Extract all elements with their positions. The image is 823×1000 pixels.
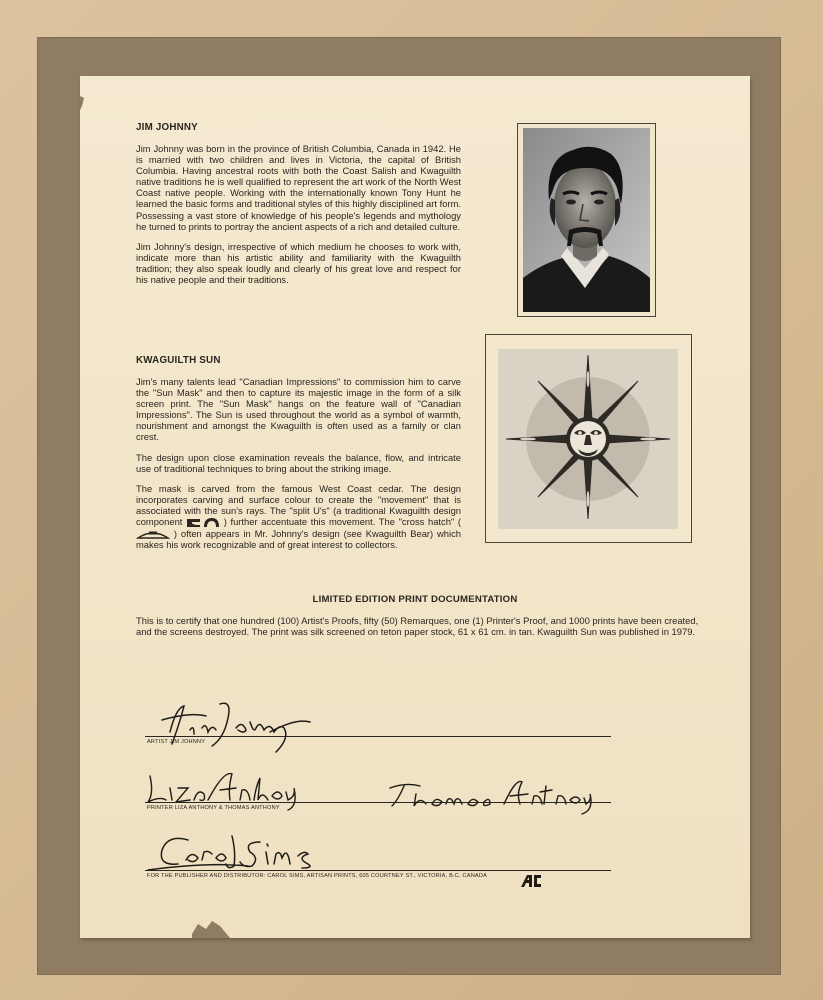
bio-heading: JIM JOHNNY	[136, 122, 198, 133]
design-paragraph-2: The design upon close examination reveals the balance, flow, and intricate use of traditional techniques to bring about the striking image.	[136, 451, 461, 474]
design-paragraph-3	[136, 483, 461, 550]
printer-signature-thomas	[386, 776, 596, 814]
printer-caption: PRINTER LIZA ANTHONY & THOMAS ANTHONY	[147, 805, 280, 811]
certificate-sheet	[80, 76, 750, 938]
sun-print-frame	[485, 334, 692, 543]
kwaguilth-sun-print-icon	[498, 349, 678, 529]
artist-caption: ARTIST JIM JOHNNY	[147, 739, 206, 745]
design-paragraph-3-part-1: The mask is carved from the famous West Coast cedar. The design incorporates carving and surface colour to create the "movement" that is associated with the sun's rays. The "split U's" (a traditional Kwaguilth design component	[136, 482, 461, 528]
documentation-heading: LIMITED EDITION PRINT DOCUMENTATION	[312, 594, 518, 605]
design-paragraph-3-part-2: ) further accentuate this movement. The "cross hatch" (	[223, 516, 462, 528]
artisan-prints-logo-icon	[520, 874, 542, 888]
design-paragraph-1: Jim's many talents lead "Canadian Impressions" to commission him to carve the "Sun Mask" and then to capture its majestic image in the form of a silk screen print. The "Sun Mask" hangs on the feature wall of "Canadian Impressions". The Sun is used throughout the world as a symbol of warmth, nourishment and amongst the Kwaguilth is often used as a family or clan crest.	[136, 376, 461, 443]
design-paragraph-3-part-3: ) often appears in Mr. Johnny's design (see Kwaguilth Bear) which makes his work recognizable and of great interest to collectors.	[136, 528, 462, 551]
cross-hatch-icon	[136, 530, 170, 539]
publisher-caption: FOR THE PUBLISHER AND DISTRIBUTOR: CAROL SIMS, ARTISAN PRINTS, 605 COURTNEY ST., VICTORIA, B.C. CANADA	[147, 873, 488, 879]
bio-text	[136, 143, 461, 294]
documentation-text: This is to certify that one hundred (100) Artist's Proofs, fifty (50) Remarques, one (1) Printer's Proof, and 1000 prints have been created, and the screens destroyed. The print was silk screened on teton paper stock, 61 x 61 cm. in tan. Kwaguilth Sun was published in 1979.	[136, 615, 699, 638]
split-u-icon	[186, 517, 220, 528]
bio-paragraph-2: Jim Johnny's design, irrespective of which medium he chooses to work with, indicate more than his artistic ability and familiarity with the Kwaguilth tradition; they also speak loudly and clearly of his great love and respect for his native people and their traditions.	[136, 240, 461, 286]
printer-signature-liza	[144, 766, 304, 810]
artist-portrait-icon	[523, 128, 650, 312]
bio-paragraph-1: Jim Johnny was born in the province of British Columbia, Canada in 1942. He is married with two children and lives in Victoria, the capital of British Columbia. Having ancestral roots with both the Coast Salish and Kwaguilth native traditions he is well qualified to represent the art work of the North West Coast native people. Working with the internationally known Tony Hunt he learned the basic forms and traditional styles of this highly disciplined art form. Possessing a vast store of knowledge of his people's legends and mythology he turned to prints to portray the ancient aspects of a rich and detailed culture.	[136, 143, 461, 232]
design-text	[136, 376, 461, 559]
design-heading: KWAGUILTH SUN	[136, 355, 221, 366]
artist-signature	[150, 698, 320, 754]
publisher-signature	[148, 828, 338, 876]
artist-photo-frame	[517, 123, 656, 317]
